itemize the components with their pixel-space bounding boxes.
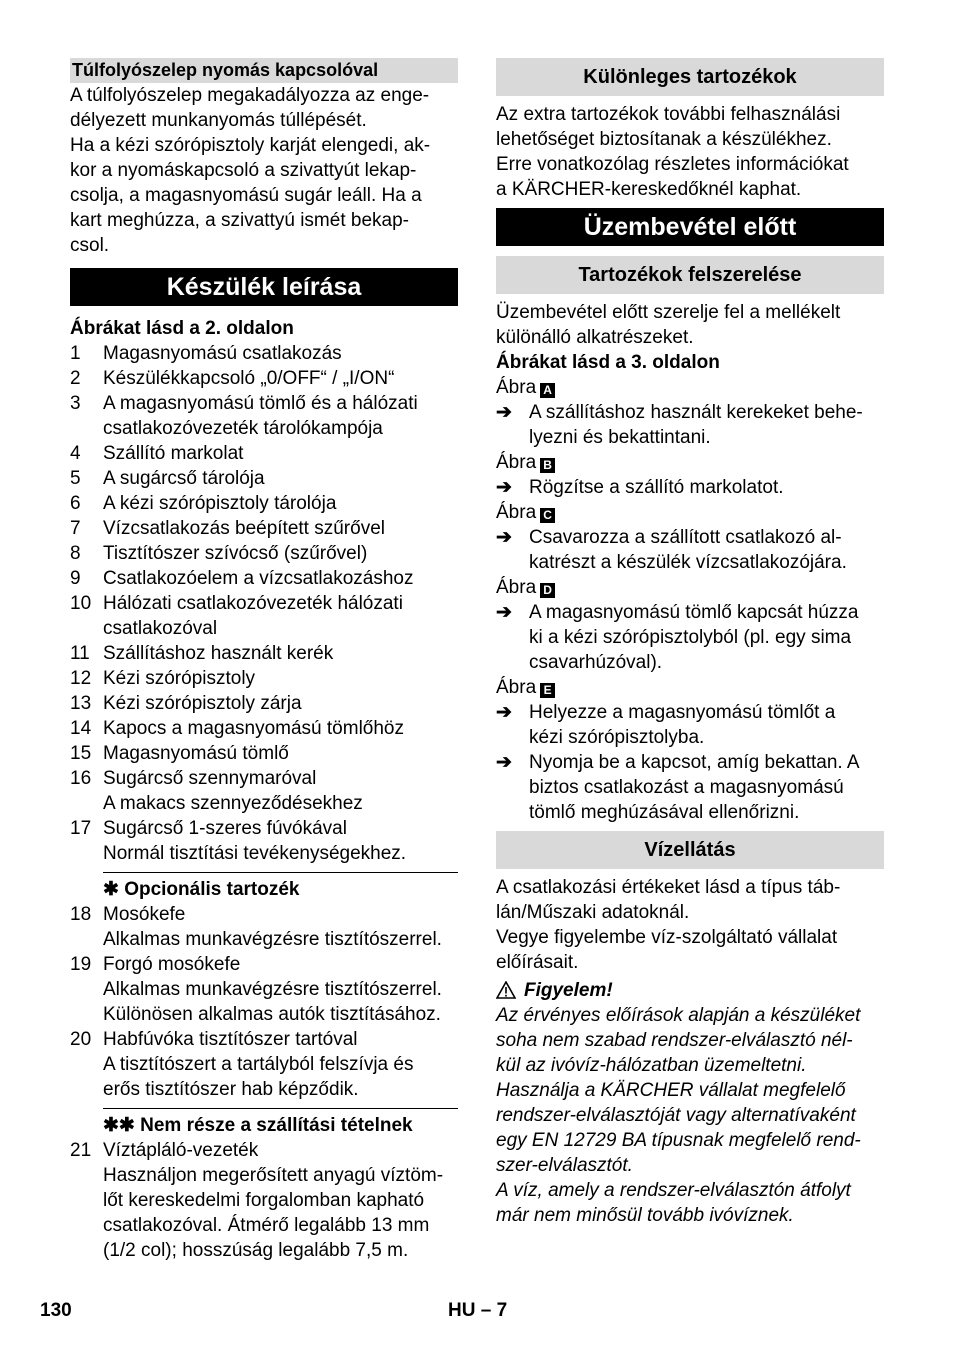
figure-letter-box: B xyxy=(540,458,555,473)
list-item xyxy=(70,566,458,591)
item-text: Sugárcső szennymaróval xyxy=(103,768,317,789)
step-text: lyezni és bekattintani. xyxy=(529,427,711,448)
text-line: Vegye figyelembe víz-szolgáltató vállalat xyxy=(496,927,838,948)
item-number: 21 xyxy=(70,1140,92,1161)
see-page-2: Ábrákat lásd a 2. oldalon xyxy=(70,318,294,339)
step-text: A magasnyomású tömlő kapcsát húzza xyxy=(529,602,859,623)
item-number: 4 xyxy=(70,443,81,464)
heading-water-supply: Vízellátás xyxy=(496,831,884,869)
figure-label xyxy=(496,450,884,475)
list-item xyxy=(70,366,458,391)
item-text: A tisztítószert a tartályból felszívja és xyxy=(103,1054,414,1075)
warning-line: rendszer-elválasztóját vagy alternatívaként xyxy=(496,1105,856,1126)
item-number: 10 xyxy=(70,593,92,614)
item-text: Készülékkapcsoló „0/OFF“ / „I/ON“ xyxy=(103,368,395,389)
item-text: A makacs szennyeződésekhez xyxy=(103,793,363,814)
arrow-right-icon: ➔ xyxy=(496,527,512,548)
mount-accessories-text xyxy=(496,300,884,350)
warning-line: már nem minősül tovább ivóvíznek. xyxy=(496,1205,794,1226)
item-text: erős tisztítószer hab képződik. xyxy=(103,1079,359,1100)
asterisk-icon: ✱ xyxy=(103,879,119,900)
item-number: 19 xyxy=(70,954,92,975)
step-text: Helyezze a magasnyomású tömlőt a xyxy=(529,702,836,723)
text-line: lehetőséget biztosítanak a készülékhez. xyxy=(496,129,832,150)
instruction-step xyxy=(496,525,884,575)
text-line: A csatlakozási értékeket lásd a típus táb- xyxy=(496,877,841,898)
list-item xyxy=(70,441,458,466)
item-text: Hálózati csatlakozóvezeték hálózati xyxy=(103,593,403,614)
figure-letter-box: E xyxy=(540,683,555,698)
step-text: tömlő meghúzásával ellenőrizni. xyxy=(529,802,800,823)
item-text: Víztápláló-vezeték xyxy=(103,1140,259,1161)
item-text: Alkalmas munkavégzésre tisztítószerrel. xyxy=(103,929,442,950)
arrow-right-icon: ➔ xyxy=(496,477,512,498)
figure-word: Ábra xyxy=(496,377,537,398)
item-text: Forgó mosókefe xyxy=(103,954,241,975)
list-item xyxy=(70,466,458,491)
item-text: Csatlakozóelem a vízcsatlakozáshoz xyxy=(103,568,414,589)
list-item xyxy=(70,666,458,691)
arrow-right-icon: ➔ xyxy=(496,402,512,423)
list-item xyxy=(70,641,458,666)
item-text: Magasnyomású tömlő xyxy=(103,743,289,764)
warning-triangle-icon xyxy=(496,981,516,999)
not-included-parts-list xyxy=(70,1138,458,1263)
step-text: biztos csatlakozást a magasnyomású xyxy=(529,777,844,798)
item-text: Kapocs a magasnyomású tömlőhöz xyxy=(103,718,404,739)
item-number: 1 xyxy=(70,343,81,364)
warning-line: Az érvényes előírások alapján a készüléket xyxy=(496,1005,861,1026)
figure-label xyxy=(496,575,884,600)
list-item xyxy=(70,491,458,516)
text-line: Az extra tartozékok további felhasználási xyxy=(496,104,841,125)
list-item xyxy=(70,716,458,741)
item-number: 17 xyxy=(70,818,92,839)
item-text: Kézi szórópisztoly zárja xyxy=(103,693,302,714)
item-number: 3 xyxy=(70,393,81,414)
warning-line: egy EN 12729 BA típusnak megfelelő rend- xyxy=(496,1130,861,1151)
figure-label xyxy=(496,375,884,400)
item-text: csatlakozóvezeték tárolókampója xyxy=(103,418,383,439)
not-included-label: ✱✱ Nem része a szállítási tételnek xyxy=(103,1115,413,1136)
special-accessories-text xyxy=(496,102,884,202)
text-line: csol. xyxy=(70,235,110,256)
list-item xyxy=(70,1138,458,1263)
item-text: csatlakozóval. Átmérő legalább 13 mm xyxy=(103,1215,430,1236)
list-item xyxy=(70,516,458,541)
text-line: délyezett munkanyomás túllépését. xyxy=(70,110,367,131)
step-text: Nyomja be a kapcsot, amíg bekattan. A xyxy=(529,752,860,773)
item-number: 7 xyxy=(70,518,81,539)
see-page-3: Ábrákat lásd a 3. oldalon xyxy=(496,352,720,373)
item-text: Magasnyomású csatlakozás xyxy=(103,343,342,364)
item-number: 18 xyxy=(70,904,92,925)
arrow-right-icon: ➔ xyxy=(496,602,512,623)
list-item xyxy=(70,1027,458,1102)
divider xyxy=(103,872,458,873)
item-text: Vízcsatlakozás beépített szűrővel xyxy=(103,518,385,539)
item-number: 12 xyxy=(70,668,92,689)
text-line: Üzembevétel előtt szerelje fel a mellékelt xyxy=(496,302,841,323)
item-text: Használjon megerősített anyagú víztöm- xyxy=(103,1165,444,1186)
list-item xyxy=(70,591,458,641)
item-text: Szállító markolat xyxy=(103,443,244,464)
item-number: 20 xyxy=(70,1029,92,1050)
list-item xyxy=(70,541,458,566)
instruction-step xyxy=(496,700,884,750)
step-text: Csavarozza a szállított csatlakozó al- xyxy=(529,527,842,548)
item-number: 16 xyxy=(70,768,92,789)
instruction-step xyxy=(496,750,884,825)
warning-line: Használja a KÄRCHER vállalat megfelelő xyxy=(496,1080,846,1101)
item-text: Kézi szórópisztoly xyxy=(103,668,256,689)
list-item xyxy=(70,902,458,952)
item-text: Mosókefe xyxy=(103,904,186,925)
warning-text xyxy=(496,1003,884,1228)
text-line: Ha a kézi szórópisztoly karját elengedi, ak- xyxy=(70,135,431,156)
item-number: 9 xyxy=(70,568,81,589)
page-section: HU – 7 xyxy=(448,1300,508,1321)
heading-special-accessories: Különleges tartozékok xyxy=(496,58,884,96)
text-line: A túlfolyószelep megakadályozza az enge- xyxy=(70,85,430,106)
instruction-step xyxy=(496,600,884,675)
heading-overflow-valve: Túlfolyószelep nyomás kapcsolóval xyxy=(70,58,458,83)
step-text: Rögzítse a szállító markolatot. xyxy=(529,477,784,498)
figure-word: Ábra xyxy=(496,677,537,698)
item-number: 14 xyxy=(70,718,92,739)
warning-line: szer-elválasztót. xyxy=(496,1155,633,1176)
text-line: különálló alkatrészeket. xyxy=(496,327,694,348)
optional-parts-list xyxy=(70,902,458,1102)
left-column xyxy=(70,58,458,1263)
warning-line: kül az ivóvíz-hálózatban üzemeltetni. xyxy=(496,1055,807,1076)
text-line: csolja, a magasnyomású sugár leáll. Ha a xyxy=(70,185,422,206)
arrow-right-icon: ➔ xyxy=(496,702,512,723)
item-text: Sugárcső 1-szeres fúvókával xyxy=(103,818,347,839)
instruction-step xyxy=(496,475,884,500)
item-number: 2 xyxy=(70,368,81,389)
item-text: A sugárcső tárolója xyxy=(103,468,265,489)
overflow-valve-text xyxy=(70,83,458,258)
figure-label xyxy=(496,500,884,525)
text-line: lán/Műszaki adatoknál. xyxy=(496,902,690,923)
item-text: Normál tisztítási tevékenységekhez. xyxy=(103,843,407,864)
item-text: lőt kereskedelmi forgalomban kapható xyxy=(103,1190,425,1211)
heading-before-start: Üzembevétel előtt xyxy=(496,208,884,246)
list-item xyxy=(70,341,458,366)
heading-device-description: Készülék leírása xyxy=(70,268,458,306)
item-number: 5 xyxy=(70,468,81,489)
item-text: A kézi szórópisztoly tárolója xyxy=(103,493,337,514)
list-item xyxy=(70,391,458,441)
figure-steps xyxy=(496,375,884,825)
step-text: kézi szórópisztolyba. xyxy=(529,727,705,748)
warning-line: soha nem szabad rendszer-elválasztó nél- xyxy=(496,1030,853,1051)
figure-word: Ábra xyxy=(496,577,537,598)
item-text: Szállításhoz használt kerék xyxy=(103,643,334,664)
figure-word: Ábra xyxy=(496,452,537,473)
warning-heading: Figyelem! xyxy=(496,978,884,1003)
figure-letter-box: C xyxy=(540,508,555,523)
list-item xyxy=(70,766,458,816)
water-supply-text xyxy=(496,875,884,975)
arrow-right-icon: ➔ xyxy=(496,752,512,773)
list-item xyxy=(70,691,458,716)
heading-mount-accessories: Tartozékok felszerelése xyxy=(496,256,884,294)
item-text: A magasnyomású tömlő és a hálózati xyxy=(103,393,418,414)
item-text: (1/2 col); hosszúság legalább 7,5 m. xyxy=(103,1240,409,1261)
item-number: 8 xyxy=(70,543,81,564)
text-line: kart meghúzza, a szivattyú ismét bekap- xyxy=(70,210,409,231)
item-text: Tisztítószer szívócső (szűrővel) xyxy=(103,543,368,564)
text-line: kor a nyomáskapcsoló a szivattyút lekap- xyxy=(70,160,417,181)
step-text: A szállításhoz használt kerekeket behe- xyxy=(529,402,863,423)
instruction-step xyxy=(496,400,884,450)
list-item xyxy=(70,952,458,1027)
text-line: a KÄRCHER-kereskedőknél kaphat. xyxy=(496,179,802,200)
double-asterisk-icon: ✱✱ xyxy=(103,1115,135,1136)
figure-letter-box: D xyxy=(540,583,555,598)
figure-letter-box: A xyxy=(540,383,555,398)
item-number: 13 xyxy=(70,693,92,714)
list-item xyxy=(70,816,458,866)
page-number: 130 xyxy=(40,1300,72,1321)
step-text: ki a kézi szórópisztolyból (pl. egy sima xyxy=(529,627,852,648)
right-column xyxy=(496,58,884,1228)
text-line: előírásait. xyxy=(496,952,579,973)
parts-list xyxy=(70,341,458,866)
item-text: Különösen alkalmas autók tisztításához. xyxy=(103,1004,441,1025)
list-item xyxy=(70,741,458,766)
item-number: 15 xyxy=(70,743,92,764)
item-text: Alkalmas munkavégzésre tisztítószerrel. xyxy=(103,979,442,1000)
item-text: csatlakozóval xyxy=(103,618,218,639)
optional-accessory-label: ✱ Opcionális tartozék xyxy=(103,879,300,900)
item-text: Habfúvóka tisztítószer tartóval xyxy=(103,1029,358,1050)
warning-line: A víz, amely a rendszer-elválasztón átfolyt xyxy=(496,1180,851,1201)
step-text: csavarhúzóval). xyxy=(529,652,663,673)
figure-word: Ábra xyxy=(496,502,537,523)
divider xyxy=(103,1108,458,1109)
figure-label xyxy=(496,675,884,700)
step-text: katrészt a készülék vízcsatlakozójára. xyxy=(529,552,847,573)
item-number: 11 xyxy=(70,643,90,664)
text-line: Erre vonatkozólag részletes információkat xyxy=(496,154,849,175)
item-number: 6 xyxy=(70,493,81,514)
